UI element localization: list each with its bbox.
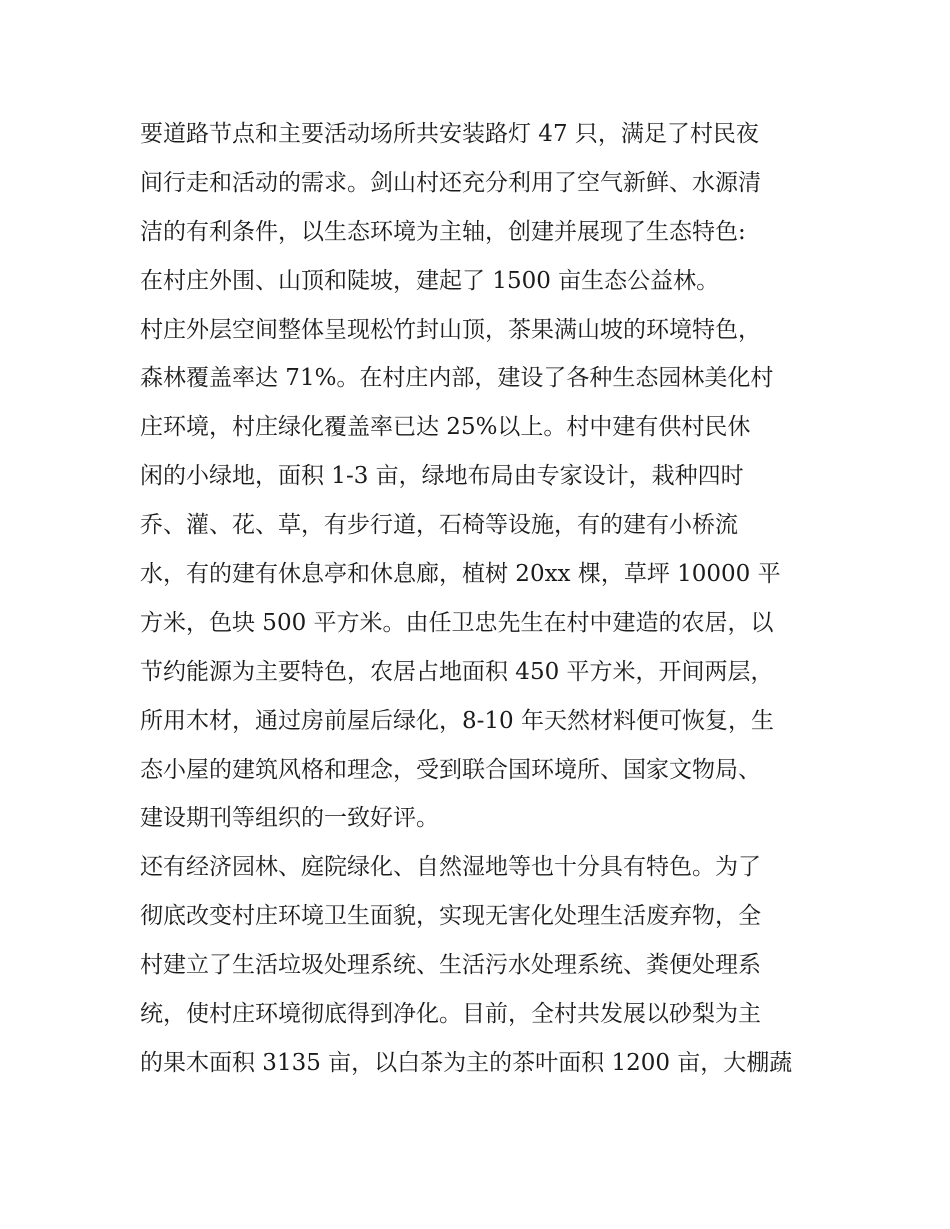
text-line: 还有经济园林、庭院绿化、自然湿地等也十分具有特色。为了 bbox=[140, 854, 761, 881]
text-line: 乔、灌、花、草，有步行道，石椅等设施，有的建有小桥流 bbox=[140, 512, 738, 539]
text-line: 建设期刊等组织的一致好评。 bbox=[140, 805, 439, 832]
text-line: 水，有的建有休息亭和休息廊，植树 20xx 棵，草坪 10000 平 bbox=[140, 561, 781, 588]
text-line: 森林覆盖率达 71%。在村庄内部，建设了各种生态园林美化村 bbox=[140, 365, 774, 392]
text-line: 村建立了生活垃圾处理系统、生活污水处理系统、粪便处理系 bbox=[140, 952, 761, 979]
text-line: 庄环境，村庄绿化覆盖率已达 25%以上。村中建有供村民休 bbox=[140, 414, 751, 441]
text-line: 态小屋的建筑风格和理念，受到联合国环境所、国家文物局、 bbox=[140, 756, 761, 783]
text-line: 间行走和活动的需求。剑山村还充分利用了空气新鲜、水源清 bbox=[140, 169, 761, 196]
document-body-text bbox=[140, 110, 812, 1088]
text-line: 闲的小绿地，面积 1-3 亩，绿地布局由专家设计，栽种四时 bbox=[140, 463, 744, 490]
text-line: 彻底改变村庄环境卫生面貌，实现无害化处理生活废弃物，全 bbox=[140, 903, 761, 930]
text-line: 洁的有利条件，以生态环境为主轴，创建并展现了生态特色: bbox=[140, 218, 746, 245]
text-line: 统，使村庄环境彻底得到净化。目前，全村共发展以砂梨为主 bbox=[140, 1001, 761, 1028]
text-line: 在村庄外围、山顶和陡坡，建起了 1500 亩生态公益林。 bbox=[140, 267, 720, 294]
text-line: 节约能源为主要特色，农居占地面积 450 平方米，开间两层， bbox=[140, 658, 774, 685]
text-line: 村庄外层空间整体呈现松竹封山顶，茶果满山坡的环境特色， bbox=[140, 316, 761, 343]
text-line: 要道路节点和主要活动场所共安装路灯 47 只，满足了村民夜 bbox=[140, 121, 759, 147]
text-line: 方米，色块 500 平方米。由任卫忠先生在村中建造的农居，以 bbox=[140, 609, 774, 636]
text-line: 所用木材，通过房前屋后绿化，8-10 年天然材料便可恢复，生 bbox=[140, 707, 774, 734]
text-line: 的果木面积 3135 亩，以白茶为主的茶叶面积 1200 亩，大棚蔬 bbox=[140, 1049, 793, 1076]
